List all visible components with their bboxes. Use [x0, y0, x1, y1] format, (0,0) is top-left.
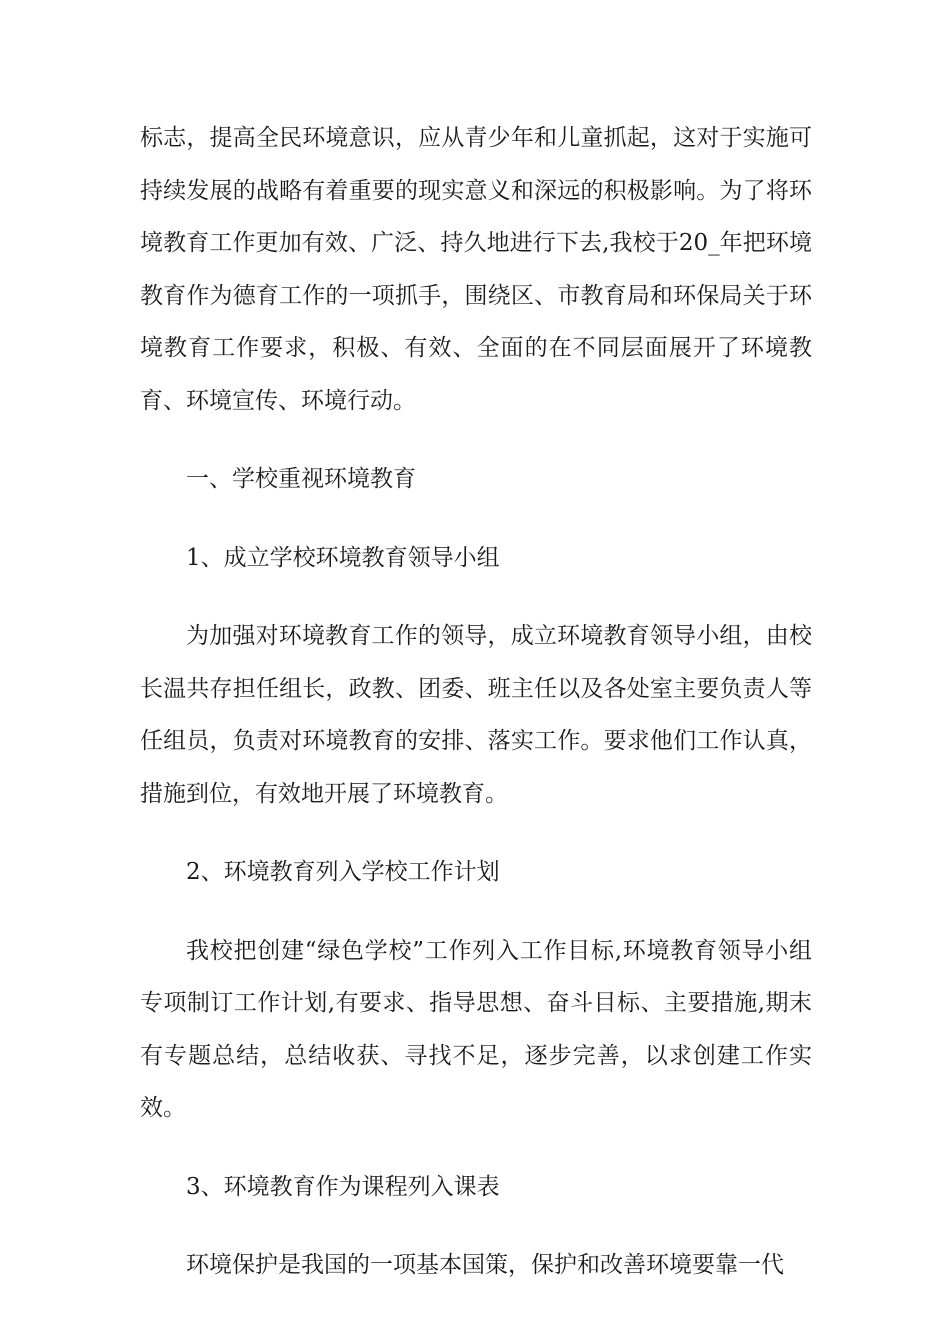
- body-paragraph-2: 我校把创建“绿色学校”工作列入工作目标,环境教育领导小组专项制订工作计划,有要求、指导思想、奋斗目标、主要措施,期末有专题总结，总结收获、寻找不足，逐步完善，以求创建工作实效。: [140, 937, 812, 1121]
- section-heading-1: 一、学校重视环境教育: [186, 466, 416, 492]
- document-body: [140, 112, 812, 1292]
- body-paragraph-3: 环境保护是我国的一项基本国策，保护和改善环境要靠一代: [186, 1252, 784, 1278]
- intro-paragraph: 标志，提高全民环境意识，应从青少年和儿童抓起，这对于实施可持续发展的战略有着重要的现实意义和深远的积极影响。为了将环境教育工作更加有效、广泛、持久地进行下去,我校于20_年把环境教育作为德育工作的一项抓手，围绕区、市教育局和环保局关于环境教育工作要求，积极、有效、全面的在不同层面展开了环境教育、环境宣传、环境行动。: [140, 125, 812, 414]
- subheading-1: 1、成立学校环境教育领导小组: [186, 544, 500, 571]
- subheading-3: 3、环境教育作为课程列入课表: [186, 1173, 500, 1200]
- body-paragraph-1: 为加强对环境教育工作的领导，成立环境教育领导小组，由校长温共存担任组长，政教、团委、班主任以及各处室主要负责人等任组员，负责对环境教育的安排、落实工作。要求他们工作认真，措施到位，有效地开展了环境教育。: [140, 623, 812, 807]
- subheading-2: 2、环境教育列入学校工作计划: [186, 859, 500, 885]
